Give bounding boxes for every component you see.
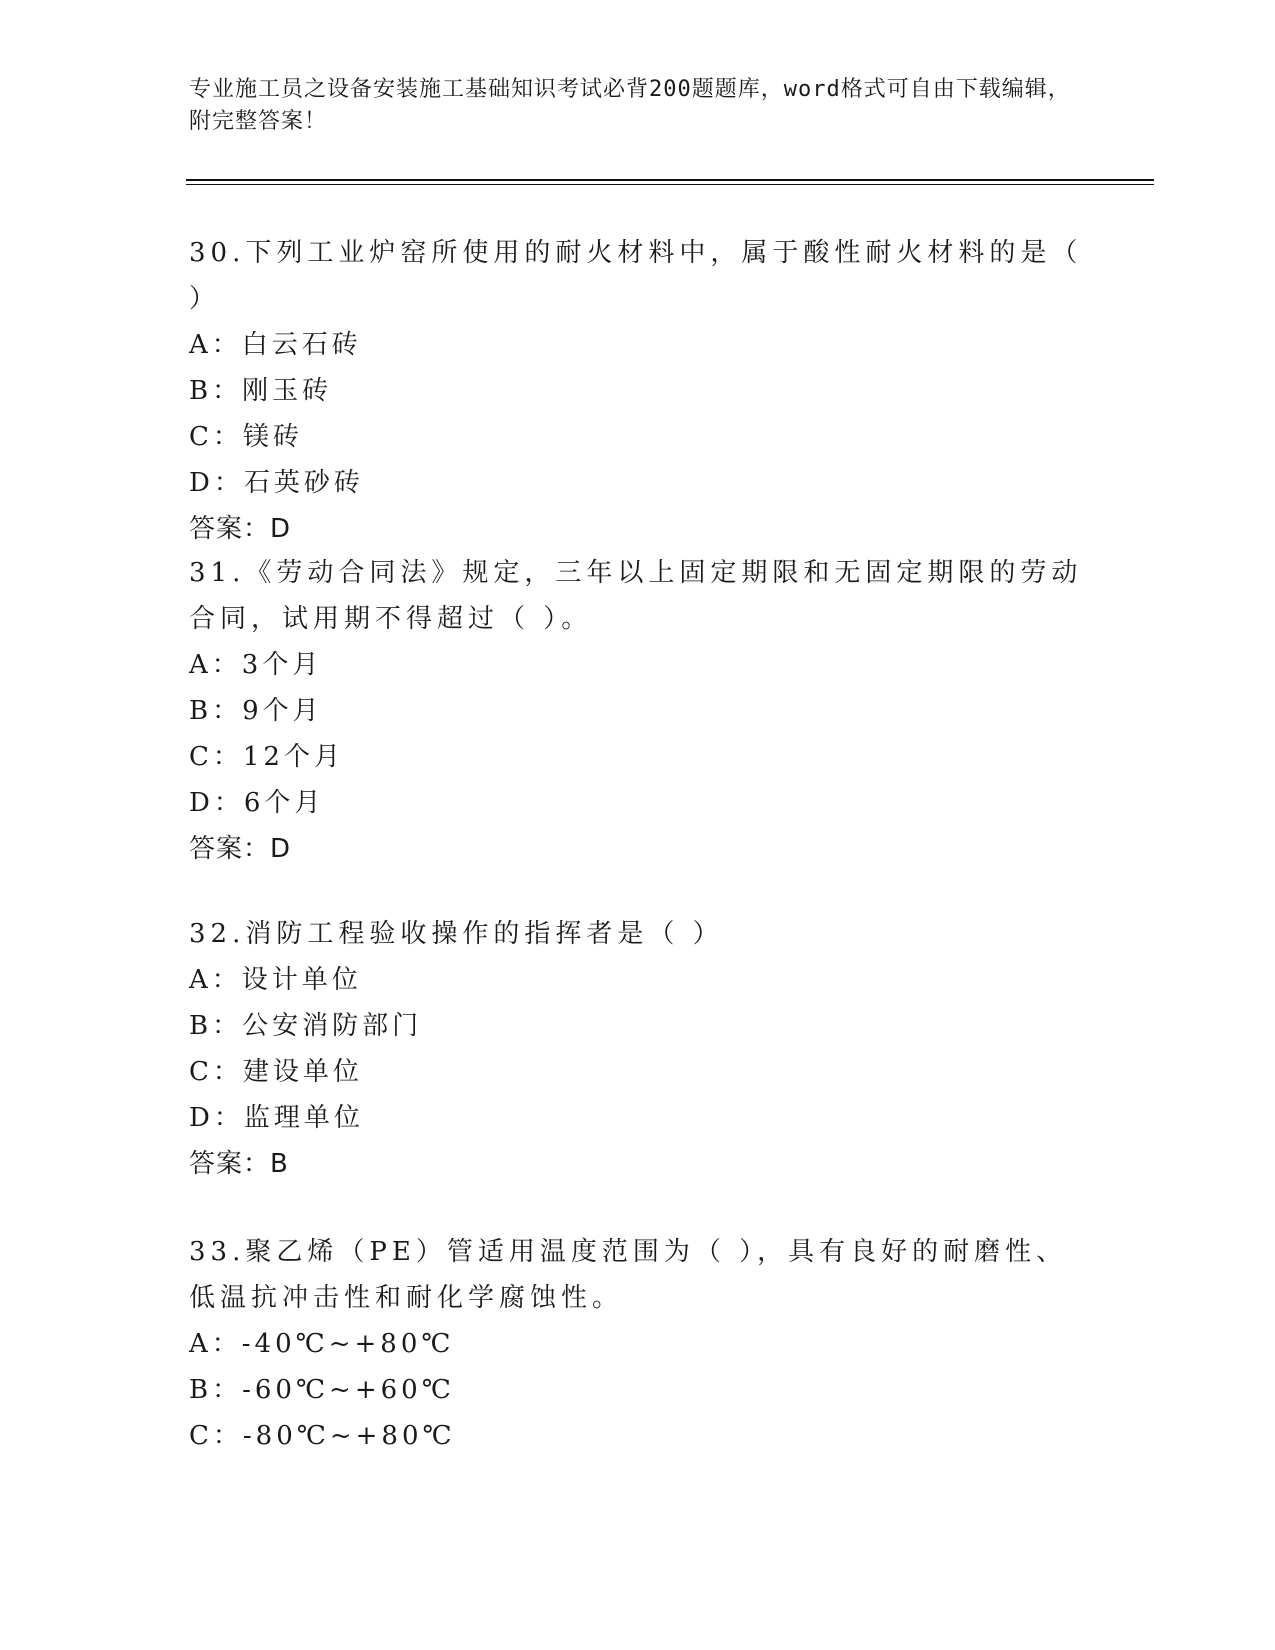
option-c: C：镁砖	[189, 422, 303, 452]
answer-line: 答案：D	[189, 514, 292, 544]
option-a: A：3个月	[189, 650, 323, 680]
header-divider-thin	[186, 184, 1154, 185]
option-a: A：白云石砖	[189, 330, 362, 360]
option-c: C：12个月	[189, 742, 344, 772]
option-c: C：建设单位	[189, 1057, 363, 1087]
option-d: D：石英砂砖	[189, 468, 364, 498]
option-b: B：-60℃~+60℃	[189, 1375, 455, 1405]
option-a: A：-40℃~+80℃	[189, 1329, 455, 1359]
question-31	[189, 550, 1089, 872]
question-32	[189, 911, 1089, 1187]
option-b: B：公安消防部门	[189, 1011, 423, 1041]
question-stem: 30.下列工业炉窑所使用的耐火材料中，属于酸性耐火材料的是（ ）	[189, 238, 1083, 314]
question-stem: 33.聚乙烯（PE）管适用温度范围为（ ），具有良好的耐磨性、低温抗冲击性和耐化学腐蚀性。	[189, 1237, 1068, 1313]
answer-line: 答案：B	[189, 1149, 289, 1179]
question-stem: 31.《劳动合同法》规定，三年以上固定期限和无固定期限的劳动合同，试用期不得超过（ ）。	[189, 558, 1083, 634]
option-b: B：刚玉砖	[189, 376, 333, 406]
question-33	[189, 1229, 1089, 1459]
question-30	[189, 230, 1089, 552]
option-b: B：9个月	[189, 696, 323, 726]
option-d: D：6个月	[189, 788, 325, 818]
option-a: A：设计单位	[189, 965, 362, 995]
question-stem: 32.消防工程验收操作的指挥者是（ ）	[189, 919, 724, 949]
answer-line: 答案：D	[189, 834, 292, 864]
option-c: C：-80℃~+80℃	[189, 1421, 456, 1451]
document-header: 专业施工员之设备安装施工基础知识考试必背200题题库，word格式可自由下载编辑，附完整答案！	[189, 77, 1071, 134]
header-divider-thick	[186, 179, 1154, 181]
option-d: D：监理单位	[189, 1103, 364, 1133]
